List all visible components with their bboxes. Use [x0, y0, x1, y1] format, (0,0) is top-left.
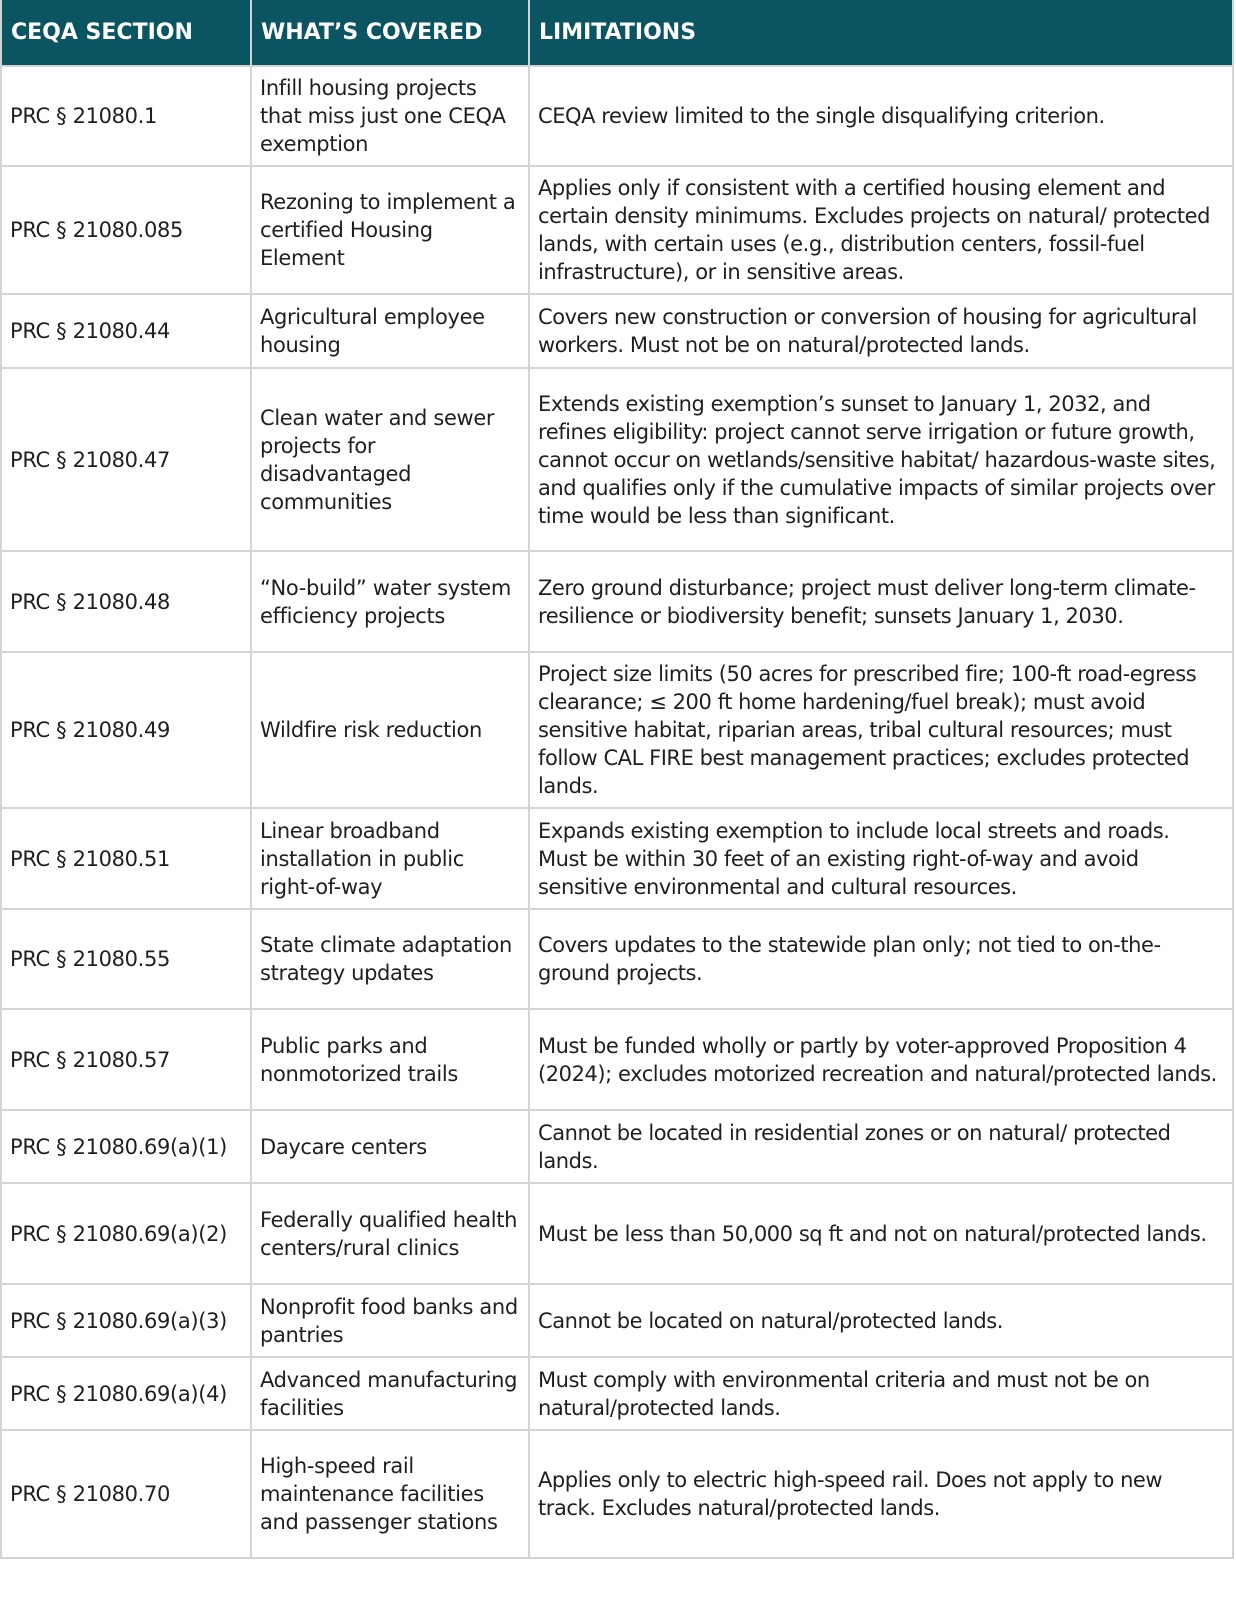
header-limitations: LIMITATIONS — [529, 0, 1233, 66]
cell-whats-covered: Advanced manufacturing facilities — [251, 1357, 529, 1430]
cell-ceqa-section: PRC § 21080.69(a)(1) — [1, 1110, 251, 1183]
cell-ceqa-section: PRC § 21080.1 — [1, 66, 251, 166]
table-row — [1, 1009, 1233, 1110]
table-body — [1, 66, 1233, 1558]
table-row — [1, 1110, 1233, 1183]
cell-whats-covered: “No-build” water system efficiency projects — [251, 551, 529, 652]
cell-ceqa-section: PRC § 21080.57 — [1, 1009, 251, 1110]
cell-limitations: Must be funded wholly or partly by voter-approved Proposition 4 (2024); excludes motorized recreation and natural/protected lands. — [529, 1009, 1233, 1110]
cell-limitations: Project size limits (50 acres for prescribed fire; 100-ft road-egress clearance; ≤ 200 ft home hardening/fuel break); must avoid sensitive habitat, riparian areas, tribal cultural resources; must follow CAL FIRE best management practices; excludes protected lands. — [529, 652, 1233, 808]
cell-whats-covered: Wildfire risk reduction — [251, 652, 529, 808]
header-whats-covered: WHAT’S COVERED — [251, 0, 529, 66]
cell-limitations: Cannot be located in residential zones or on natural/ protected lands. — [529, 1110, 1233, 1183]
table-row — [1, 294, 1233, 368]
cell-limitations: Zero ground disturbance; project must deliver long-term climate-resilience or biodiversity benefit; sunsets January 1, 2030. — [529, 551, 1233, 652]
cell-limitations: CEQA review limited to the single disqualifying criterion. — [529, 66, 1233, 166]
cell-ceqa-section: PRC § 21080.44 — [1, 294, 251, 368]
cell-ceqa-section: PRC § 21080.51 — [1, 808, 251, 909]
cell-limitations: Cannot be located on natural/protected lands. — [529, 1284, 1233, 1357]
cell-ceqa-section: PRC § 21080.70 — [1, 1430, 251, 1558]
cell-limitations: Covers updates to the statewide plan only; not tied to on-the-ground projects. — [529, 909, 1233, 1009]
table-row — [1, 1284, 1233, 1357]
header-ceqa-section: CEQA SECTION — [1, 0, 251, 66]
table-row — [1, 1357, 1233, 1430]
cell-limitations: Extends existing exemption’s sunset to January 1, 2032, and refines eligibility: project cannot serve irrigation or future growth, cannot occur on wetlands/sensitive habitat/ hazardous-waste sites, and qualifies only if the cumulative impacts of similar projects over time would be less than significant. — [529, 368, 1233, 551]
table-row — [1, 166, 1233, 294]
cell-limitations: Covers new construction or conversion of housing for agricultural workers. Must not be on natural/protected lands. — [529, 294, 1233, 368]
table-row — [1, 66, 1233, 166]
cell-whats-covered: Public parks and nonmotorized trails — [251, 1009, 529, 1110]
header-row — [1, 0, 1233, 66]
cell-limitations: Must be less than 50,000 sq ft and not on natural/protected lands. — [529, 1183, 1233, 1284]
cell-whats-covered: High-speed rail maintenance facilities and passenger stations — [251, 1430, 529, 1558]
cell-limitations: Applies only to electric high-speed rail. Does not apply to new track. Excludes natural/protected lands. — [529, 1430, 1233, 1558]
cell-ceqa-section: PRC § 21080.47 — [1, 368, 251, 551]
cell-limitations: Must comply with environmental criteria and must not be on natural/protected lands. — [529, 1357, 1233, 1430]
table-row — [1, 1430, 1233, 1558]
cell-whats-covered: Rezoning to implement a certified Housing Element — [251, 166, 529, 294]
cell-whats-covered: Infill housing projects that miss just one CEQA exemption — [251, 66, 529, 166]
cell-ceqa-section: PRC § 21080.69(a)(2) — [1, 1183, 251, 1284]
table-row — [1, 808, 1233, 909]
cell-whats-covered: Clean water and sewer projects for disadvantaged communities — [251, 368, 529, 551]
cell-ceqa-section: PRC § 21080.69(a)(4) — [1, 1357, 251, 1430]
cell-limitations: Applies only if consistent with a certified housing element and certain density minimums. Excludes projects on natural/ protected lands, with certain uses (e.g., distribution centers, fossil-fuel infrastructure), or in sensitive areas. — [529, 166, 1233, 294]
table-row — [1, 909, 1233, 1009]
cell-whats-covered: State climate adaptation strategy updates — [251, 909, 529, 1009]
cell-ceqa-section: PRC § 21080.085 — [1, 166, 251, 294]
cell-ceqa-section: PRC § 21080.49 — [1, 652, 251, 808]
table-header — [1, 0, 1233, 66]
cell-whats-covered: Federally qualified health centers/rural clinics — [251, 1183, 529, 1284]
cell-whats-covered: Daycare centers — [251, 1110, 529, 1183]
table-row — [1, 652, 1233, 808]
cell-whats-covered: Linear broadband installation in public right-of-way — [251, 808, 529, 909]
table-row — [1, 368, 1233, 551]
cell-ceqa-section: PRC § 21080.48 — [1, 551, 251, 652]
cell-whats-covered: Agricultural employee housing — [251, 294, 529, 368]
table-row — [1, 1183, 1233, 1284]
cell-whats-covered: Nonprofit food banks and pantries — [251, 1284, 529, 1357]
table-row — [1, 551, 1233, 652]
cell-ceqa-section: PRC § 21080.55 — [1, 909, 251, 1009]
cell-limitations: Expands existing exemption to include local streets and roads. Must be within 30 feet of an existing right-of-way and avoid sensitive environmental and cultural resources. — [529, 808, 1233, 909]
cell-ceqa-section: PRC § 21080.69(a)(3) — [1, 1284, 251, 1357]
